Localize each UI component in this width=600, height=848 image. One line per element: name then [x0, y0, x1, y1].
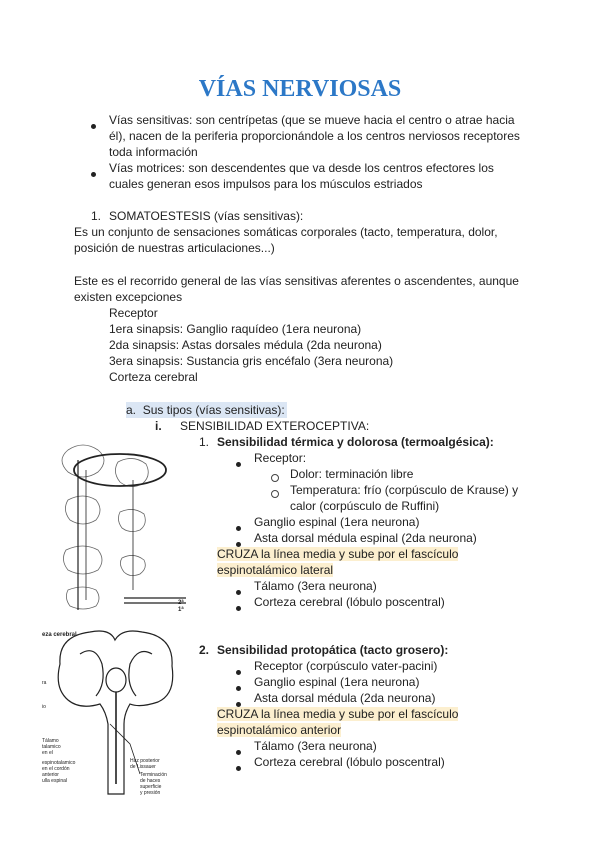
fig2-label: de Lissauer [130, 764, 156, 770]
item1-receptor-sub: Dolor: terminación libre [290, 467, 414, 481]
item2-list-item: Asta dorsal médula (2da neurona) [254, 691, 436, 705]
bullet-icon [91, 117, 96, 133]
fig2-label: io [42, 704, 46, 710]
fig1-label: 1ª [178, 607, 184, 613]
item2-list-item: Receptor (corpúsculo vater-pacini) [254, 659, 438, 673]
fig2-label: de haces [140, 778, 161, 784]
circle-bullet-icon [271, 470, 279, 486]
item1-receptor: Receptor: [254, 451, 307, 465]
fig2-label: y presión [140, 790, 161, 796]
fig2-label: talamico [42, 744, 61, 750]
item2-cruza: CRUZA la línea media y sube por el fascículo espinotalámico anterior [217, 707, 459, 737]
intro-item: Vías motrices: son descendentes que va desde los centros efectores los cuales generan esos impulsos para los músculos estriados [109, 161, 494, 191]
section-heading: SOMATOESTESIS (vías sensitivas): [109, 209, 304, 223]
recorrido-paragraph: Este es el recorrido general de las vías sensitivas aferentes o ascendentes, aunque existen excepciones [74, 274, 519, 304]
intro-item: Vías sensitivas: son centrípetas (que se mueve hacia el centro o atrae hacia él), nacen de la periferia proporcionándole a los centros nerviosos receptores toda información [109, 113, 520, 159]
fig1-label: 2ª [178, 600, 184, 606]
item2-heading: Sensibilidad protopática (tacto grosero): [217, 643, 449, 657]
item1-list-item: Ganglio espinal (1era neurona) [254, 515, 420, 529]
section-number: 1. [91, 209, 102, 223]
fig2-label: ra [42, 680, 47, 686]
item1-list-item: Corteza cerebral (lóbulo poscentral) [254, 595, 445, 609]
item1-heading: Sensibilidad térmica y dolorosa (termoalgésica): [217, 435, 494, 449]
fig2-label: Tálamo [42, 738, 59, 744]
recorrido-steps: Receptor 1era sinapsis: Ganglio raquídeo (1era neurona) 2da sinapsis: Astas dorsales médula (2da neurona) 3era sinapsis: Sustancia gris encéfalo (3era neurona) Corteza cerebral [109, 306, 394, 384]
fig2-label: Haz posterior [130, 758, 160, 764]
bullet-icon [91, 165, 96, 181]
item1-cruza: CRUZA la línea media y sube por el fascículo espinotalámico lateral [217, 547, 459, 577]
item1-number: 1. [199, 435, 210, 449]
item1-list-item: Asta dorsal médula espinal (2da neurona) [254, 531, 477, 545]
fig2-label: en el cordón [42, 766, 70, 772]
section-description: Es un conjunto de sensaciones somáticas corporales (tacto, temperatura, dolor, posición de nuestras articulaciones...) [74, 225, 498, 255]
item2-number: 2. [199, 643, 210, 657]
fig2-label: eza cerebral [42, 632, 77, 638]
bullet-icon [236, 599, 241, 615]
fig2-label: superficie [140, 784, 162, 790]
brain-pathway-figure [40, 624, 190, 804]
item1-list-item: Tálamo (3era neurona) [254, 579, 377, 593]
bullet-icon [236, 455, 241, 471]
bullet-icon [236, 759, 241, 775]
page-title: VÍAS NERVIOSAS [198, 76, 402, 102]
subsection-i-numeral: i. [155, 419, 162, 433]
subsection-a: a. Sus tipos (vías sensitivas): [126, 403, 285, 417]
item2-list-item: Corteza cerebral (lóbulo poscentral) [254, 755, 445, 769]
bullet-icon [236, 583, 241, 599]
fig2-label: anterior [42, 772, 59, 778]
circle-bullet-icon [271, 486, 279, 502]
bullet-icon [236, 519, 241, 535]
subsection-i-heading: SENSIBILIDAD EXTEROCEPTIVA: [180, 419, 370, 433]
spinal-pathway-figure [38, 440, 188, 620]
fig2-label: Terminación [140, 772, 167, 778]
fig2-label: espinotalamico [42, 760, 76, 766]
item2-list-item: Ganglio espinal (1era neurona) [254, 675, 420, 689]
bullet-icon [236, 679, 241, 695]
fig2-label: ulla espinal [42, 778, 68, 784]
bullet-icon [236, 663, 241, 679]
fig2-label: en el [42, 750, 53, 756]
item1-receptor-sub: Temperatura: frío (corpúsculo de Krause) y calor (corpúsculo de Ruffini) [290, 483, 519, 513]
item2-list-item: Tálamo (3era neurona) [254, 739, 377, 753]
bullet-icon [236, 743, 241, 759]
